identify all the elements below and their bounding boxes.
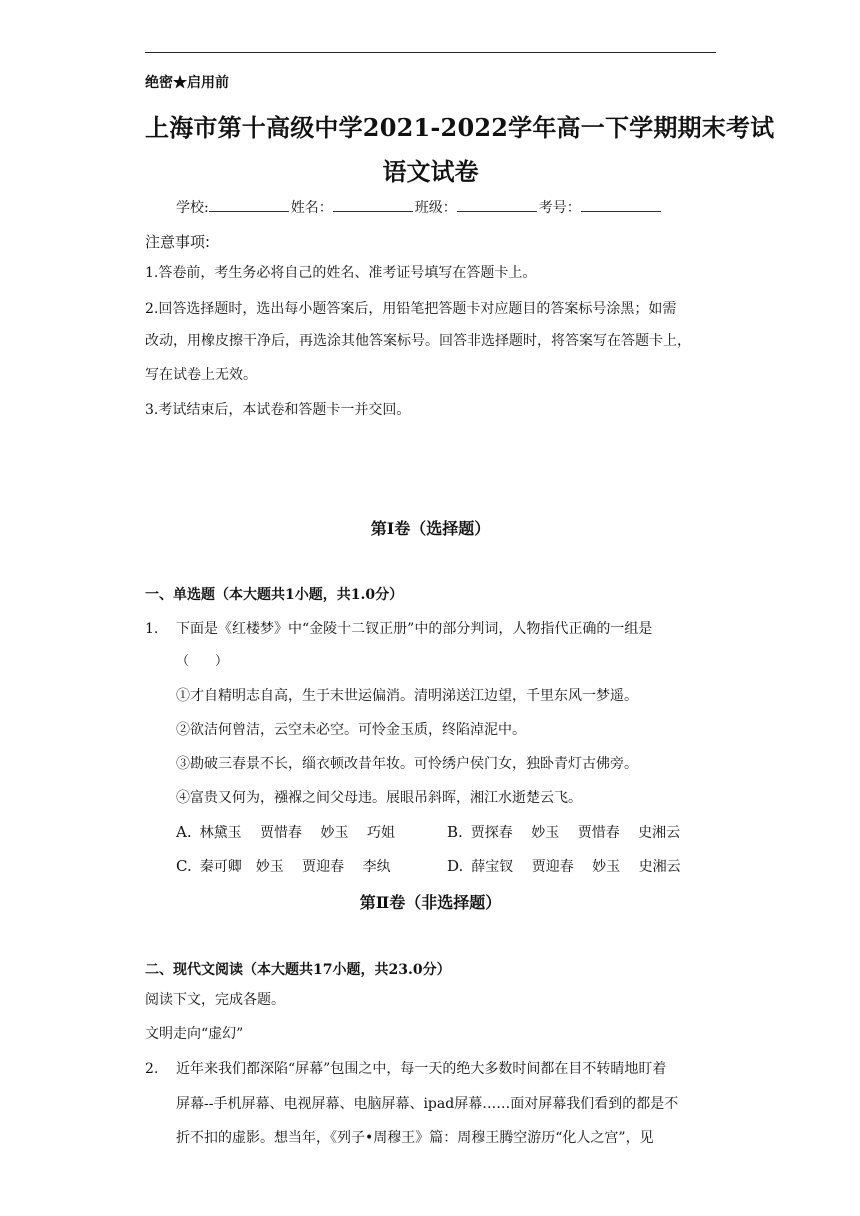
option-b-letter: B. bbox=[447, 823, 463, 841]
header-rule bbox=[145, 52, 716, 53]
notice-line: 1.答卷前，考生务必将自己的姓名、准考证号填写在答题卡上。 bbox=[145, 265, 537, 281]
poem-line: ③勘破三春景不长，缁衣顿改昔年妆。可怜绣户侯门女，独卧青灯古佛旁。 bbox=[176, 756, 638, 772]
notice-heading: 注意事项: bbox=[145, 233, 211, 251]
section1-heading: 一、单选题（本大题共1小题，共1.0分） bbox=[145, 587, 404, 603]
article-line: 折不扣的虚影。想当年，《列子•周穆王》篇：周穆王腾空游历“化人之宫”，见 bbox=[176, 1130, 654, 1146]
article-line: 近年来我们都深陷“屏幕”包围之中，每一天的绝大多数时间都在目不转睛地盯着 bbox=[176, 1061, 667, 1077]
article-line: 屏幕--手机屏幕、电视屏幕、电脑屏幕、ipad屏幕……面对屏幕我们看到的都是不 bbox=[176, 1096, 679, 1112]
poem-line: ②欲洁何曾洁，云空未必空。可怜金玉质，终陷淖泥中。 bbox=[176, 722, 526, 738]
part1-title: 第Ⅰ卷（选择题） bbox=[370, 519, 491, 538]
class-label: 班级： bbox=[414, 200, 457, 216]
class-blank[interactable] bbox=[457, 197, 537, 212]
option-a[interactable] bbox=[176, 822, 395, 842]
section2-heading: 二、现代文阅读（本大题共17小题，共23.0分） bbox=[145, 962, 451, 978]
exam-title: 上海市第十高级中学2021-2022学年高一下学期期末考试 bbox=[145, 113, 775, 142]
option-d[interactable] bbox=[447, 856, 681, 876]
notice-line: 写在试卷上无效。 bbox=[145, 367, 257, 383]
notice-line: 3.考试结束后，本试卷和答题卡一并交回。 bbox=[145, 402, 411, 418]
school-label: 学校: bbox=[176, 200, 209, 216]
article-title: 文明走向“虚幻” bbox=[145, 1026, 244, 1042]
confidential-label: 绝密★启用前 bbox=[145, 75, 229, 91]
option-b[interactable] bbox=[447, 822, 680, 842]
reading-instruction: 阅读下文，完成各题。 bbox=[145, 992, 285, 1008]
exam-subtitle: 语文试卷 bbox=[382, 157, 479, 186]
exam-number-blank[interactable] bbox=[581, 197, 661, 212]
question-2-number: 2. bbox=[145, 1061, 159, 1077]
option-c[interactable] bbox=[176, 856, 391, 876]
option-c-text: 秦可卿 妙玉 贾迎春 李纨 bbox=[199, 859, 391, 875]
name-blank[interactable] bbox=[333, 197, 413, 212]
notice-line: 改动，用橡皮擦干净后，再选涂其他答案标号。回答非选择题时，将答案写在答题卡上， bbox=[145, 333, 691, 349]
poem-line: ④富贵又何为，襁褓之间父母违。展眼吊斜晖，湘江水逝楚云飞。 bbox=[176, 790, 582, 806]
question-1-stem: 下面是《红楼梦》中“金陵十二钗正册”中的部分判词，人物指代正确的一组是 bbox=[176, 621, 653, 637]
school-blank[interactable] bbox=[209, 197, 289, 212]
poem-line: ①才自精明志自高，生于末世运偏消。清明涕送江边望，千里东风一梦遥。 bbox=[176, 688, 638, 704]
option-a-letter: A. bbox=[176, 823, 192, 841]
option-d-letter: D. bbox=[447, 857, 464, 875]
name-label: 姓名： bbox=[290, 200, 333, 216]
option-b-text: 贾探春 妙玉 贾惜春 史湘云 bbox=[470, 825, 681, 841]
option-a-text: 林黛玉 贾惜春 妙玉 巧姐 bbox=[199, 825, 395, 841]
part2-title: 第Ⅱ卷（非选择题） bbox=[359, 893, 502, 912]
question-1-answer-paren: （ ） bbox=[176, 654, 229, 669]
student-info-row bbox=[176, 197, 663, 217]
notice-line: 2.回答选择题时，选出每小题答案后，用铅笔把答题卡对应题目的答案标号涂黑；如需 bbox=[145, 301, 677, 317]
question-1-number: 1. bbox=[145, 621, 159, 637]
option-d-text: 薛宝钗 贾迎春 妙玉 史湘云 bbox=[471, 859, 681, 875]
option-c-letter: C. bbox=[176, 857, 192, 875]
exam-number-label: 考号： bbox=[538, 200, 581, 216]
